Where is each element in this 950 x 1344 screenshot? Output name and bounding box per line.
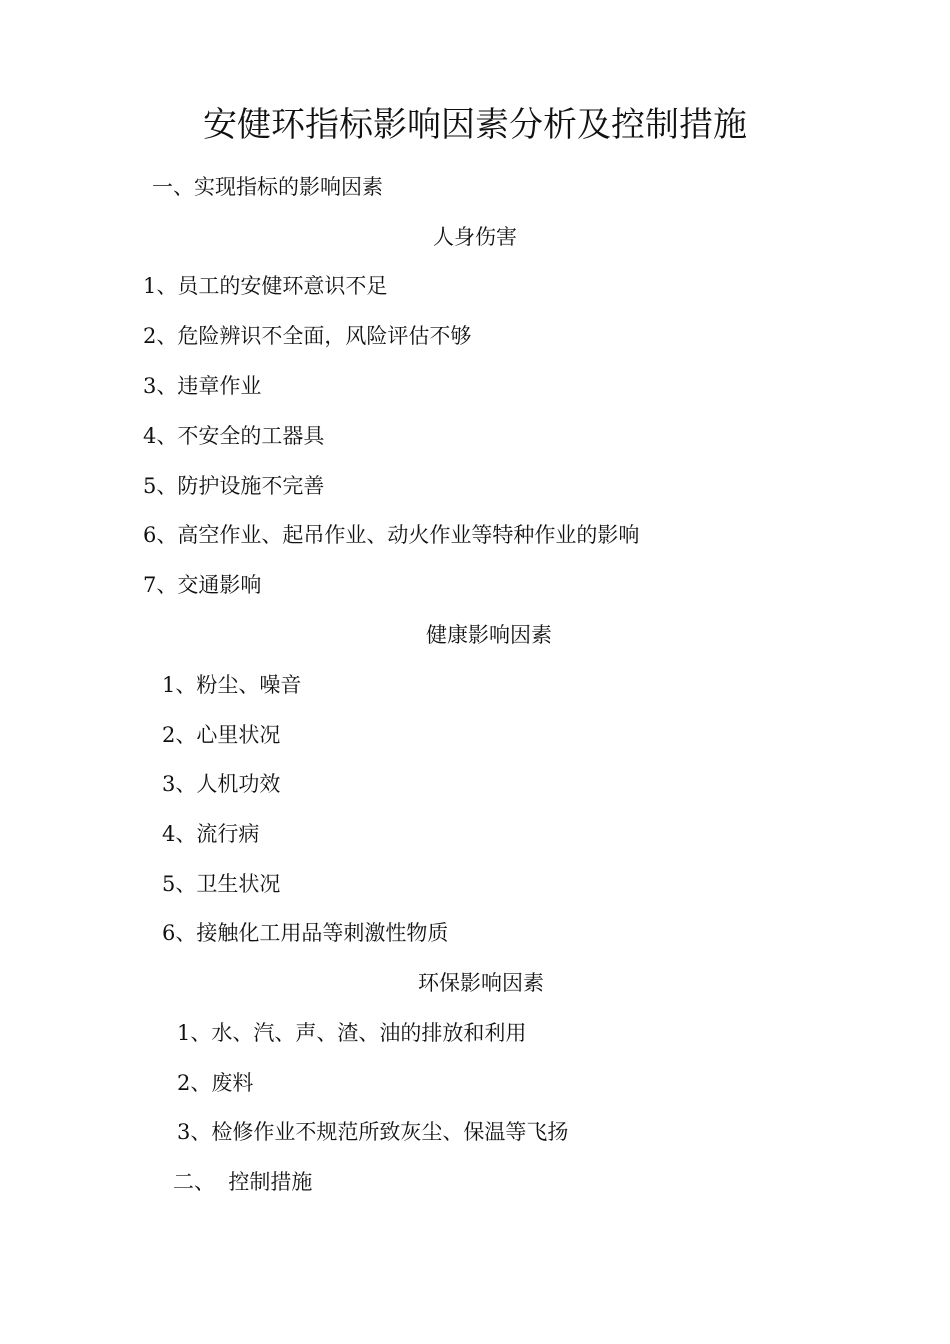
list-item: 3、人机功效 xyxy=(162,772,281,796)
list-item: 4、不安全的工器具 xyxy=(143,424,325,448)
section-heading-control-measures: 二、 控制措施 xyxy=(173,1170,313,1194)
list-item: 5、防护设施不完善 xyxy=(143,474,325,498)
subheading-personal-injury: 人身伤害 xyxy=(433,225,517,249)
list-item: 1、粉尘、噪音 xyxy=(162,673,302,697)
list-item: 4、流行病 xyxy=(162,822,260,846)
list-item: 1、水、汽、声、渣、油的排放和利用 xyxy=(177,1021,527,1045)
list-item: 2、心里状况 xyxy=(162,723,281,747)
list-item: 3、检修作业不规范所致灰尘、保温等飞扬 xyxy=(177,1120,569,1144)
list-item: 6、接触化工用品等刺激性物质 xyxy=(162,921,449,945)
document-title: 安健环指标影响因素分析及控制措施 xyxy=(203,105,747,145)
list-item: 2、危险辨识不全面，风险评估不够 xyxy=(143,324,472,348)
list-item: 1、员工的安健环意识不足 xyxy=(143,274,388,298)
list-item: 7、交通影响 xyxy=(143,573,262,597)
section-heading-influencing-factors: 一、实现指标的影响因素 xyxy=(152,175,383,199)
list-item: 2、废料 xyxy=(177,1071,254,1095)
list-item: 6、高空作业、起吊作业、动火作业等特种作业的影响 xyxy=(143,523,640,547)
list-item: 3、违章作业 xyxy=(143,374,262,398)
list-item: 5、卫生状况 xyxy=(162,872,281,896)
subheading-health-factors: 健康影响因素 xyxy=(426,623,552,647)
subheading-environmental-factors: 环保影响因素 xyxy=(418,971,544,995)
